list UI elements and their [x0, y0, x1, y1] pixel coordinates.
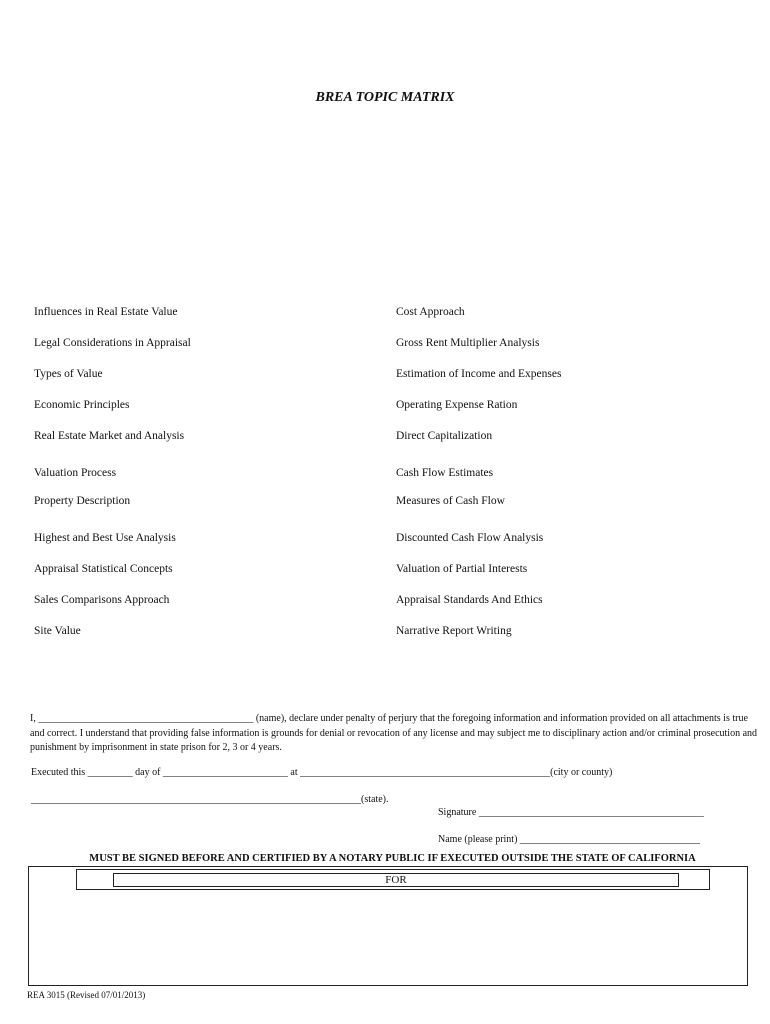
- topic-left: Legal Considerations in Appraisal: [34, 337, 191, 349]
- topic-right: Cost Approach: [396, 306, 465, 318]
- topic-left: Property Description: [34, 495, 131, 507]
- topic-right: Direct Capitalization: [396, 430, 493, 442]
- topic-right: Narrative Report Writing: [396, 625, 512, 637]
- topic-right: Discounted Cash Flow Analysis: [396, 532, 544, 544]
- signature-line: Signature _____________________________________________: [438, 807, 704, 818]
- topic-left: Valuation Process: [34, 467, 117, 479]
- topic-right: Valuation of Partial Interests: [396, 563, 528, 575]
- topic-right: Measures of Cash Flow: [396, 495, 505, 507]
- topic-left: Types of Value: [34, 368, 103, 380]
- name-print-line: Name (please print) ____________________________________: [438, 834, 700, 845]
- page-title: BREA TOPIC MATRIX: [315, 90, 455, 105]
- perjury-declaration: I, ___________________________________________ (name), declare under penalty of perjury that the foregoing information and information provided on all attachments is true and correct. I understand that providing false information is grounds for denial or revocation of any license and may subject me to disciplinary action and/or criminal prosecution and punishment by imprisonment in state prison for 2, 3 or 4 years.: [30, 713, 758, 753]
- topic-left: Site Value: [34, 625, 81, 637]
- topic-right: Appraisal Standards And Ethics: [396, 594, 543, 606]
- topic-right: Estimation of Income and Expenses: [396, 368, 562, 380]
- topic-left: Real Estate Market and Analysis: [34, 430, 185, 442]
- state-line: __________________________________________________________________(state).: [31, 794, 389, 805]
- for-label: FOR: [113, 873, 679, 887]
- topic-left: Sales Comparisons Approach: [34, 594, 170, 606]
- executed-line: Executed this _________ day of _________________________ at __________________________________________________(city or county): [31, 767, 613, 778]
- topic-left: Highest and Best Use Analysis: [34, 532, 176, 544]
- topic-right: Gross Rent Multiplier Analysis: [396, 337, 540, 349]
- topic-left: Appraisal Statistical Concepts: [34, 563, 173, 575]
- topic-right: Cash Flow Estimates: [396, 467, 494, 479]
- form-footer: REA 3015 (Revised 07/01/2013): [27, 990, 146, 1000]
- topic-left: Influences in Real Estate Value: [34, 306, 178, 318]
- topic-right: Operating Expense Ration: [396, 399, 518, 411]
- topic-left: Economic Principles: [34, 399, 130, 411]
- notary-warning: MUST BE SIGNED BEFORE AND CERTIFIED BY A NOTARY PUBLIC IF EXECUTED OUTSIDE THE STATE OF CALIFORNIA: [89, 853, 696, 864]
